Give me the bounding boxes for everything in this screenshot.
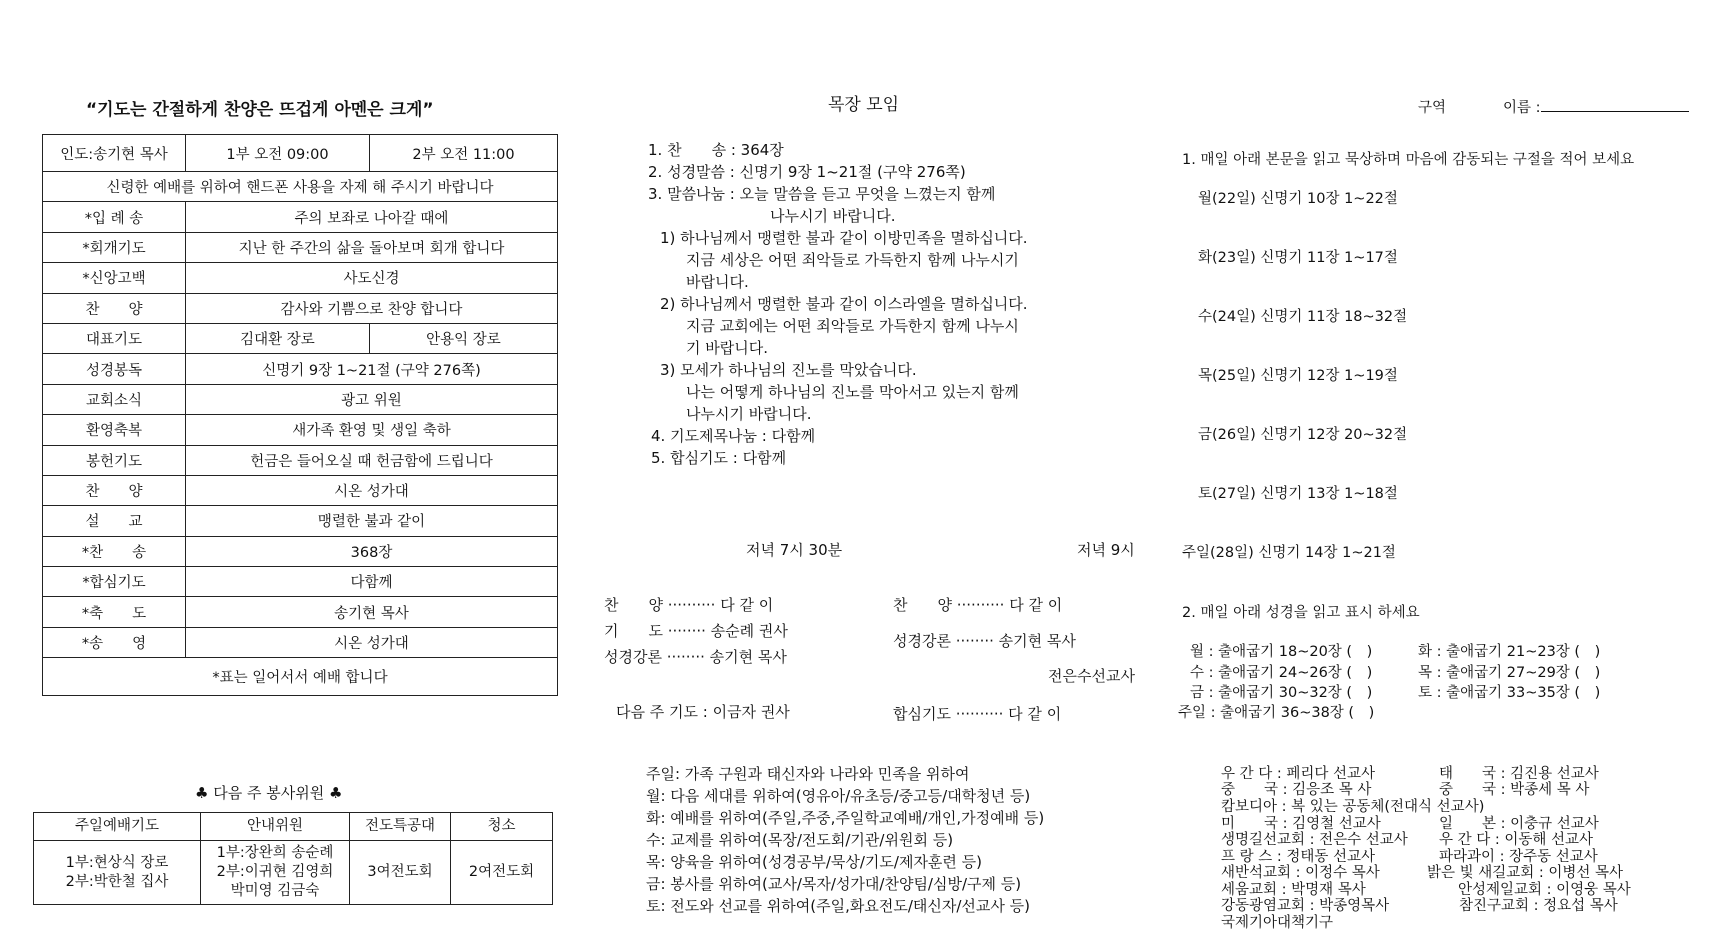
meeting-item: 2. 성경말씀 : 신명기 9장 1~21절 (구약 276쪽) [648,163,966,181]
order-label: *회개기도 [43,232,186,262]
order-label: *신앙고백 [43,263,186,293]
order-value: 주의 보좌로 나아갈 때에 [186,202,558,232]
eve1-line: 성경강론 ········ 송기현 목사 [604,648,787,666]
mission-entry: 일 본 : 이충규 선교사 [1439,816,1599,832]
order-label: 성경봉독 [43,354,186,384]
duty-guide-line: 2부:이귀현 김영희 [216,864,334,880]
mission-entry: 생명길선교회 : 전은수 선교사 [1221,832,1408,848]
meeting-item: 4. 기도제목나눔 : 다함께 [651,427,816,445]
daily-reading: 금(26일) 신명기 12장 20~32절 [1198,427,1408,443]
duty-header: 청소 [451,813,553,841]
next-week-duty-title: ♣ 다음 주 봉사위원 ♣ [195,784,343,802]
duty-header: 안내위원 [201,813,350,841]
prayer-topic: 월: 다음 세대를 위하여(영유아/유초등/중고등/대학청년 등) [646,787,1031,805]
order-value: 감사와 기쁨으로 찬양 합니다 [186,293,558,323]
meeting-item: 2) 하나님께서 맹렬한 불과 같이 이스라엘을 멸하십니다. [660,295,1028,313]
name-blank-line [1541,111,1689,112]
prayer-topic: 화: 예배를 위하여(주일,주중,주일학교예배/개인,가정예배 등) [646,809,1045,827]
mission-entry: 캄보디아 : 복 있는 공동체(전대식 선교사) [1221,799,1485,815]
meeting-item: 지금 세상은 어떤 죄악들로 가득한지 함께 나누시기 [686,251,1019,269]
meeting-item: 1) 하나님께서 맹렬한 불과 같이 이방민족을 멸하십니다. [660,229,1028,247]
order-label: *찬 송 [43,536,186,566]
order-label: 환영축복 [43,415,186,445]
duty-table [33,812,553,905]
prayer-topic: 토: 전도와 선교를 위하여(주일,화요전도/태신자/선교사 등) [646,897,1030,915]
mission-entry: 프 랑 스 : 정태동 선교사 [1221,849,1375,865]
order-value: 시온 성가대 [186,475,558,505]
standing-note: *표는 일어서서 예배 합니다 [43,658,558,696]
reading-instruction: 1. 매일 아래 본문을 읽고 묵상하며 마음에 감동되는 구절을 적어 보세요 [1182,152,1635,168]
order-value: 지난 한 주간의 삶을 돌아보며 회개 합니다 [186,232,558,262]
eve1-line: 기 도 ········ 송순례 권사 [604,622,788,640]
mission-entry: 강동광염교회 : 박종영목사 [1221,898,1390,914]
duty-prayer-line: 1부:현상식 장로 [65,854,169,871]
prayer-topic: 목: 양육을 위하여(성경공부/묵상/기도/제자훈련 등) [646,853,983,871]
worship-order-table [42,134,558,696]
order-value: 광고 위원 [186,384,558,414]
meeting-item: 나는 어떻게 하나님의 진노를 막아서고 있는지 함께 [686,383,1019,401]
eve2-line: 합심기도 ·········· 다 같 이 [893,705,1062,723]
prayer-topic: 금: 봉사를 위하여(교사/목자/성가대/찬양팀/심방/구제 등) [646,875,1022,893]
mission-entry: 우 간 다 : 이동해 선교사 [1439,832,1593,848]
duty-clean-cell: 2여전도회 [451,841,553,905]
daily-reading: 주일(28일) 신명기 14장 1~21절 [1182,545,1396,561]
duty-guide-line: 박미영 김금숙 [230,883,320,899]
meeting-item: 5. 합심기도 : 다함께 [651,449,787,467]
prayer-topic: 수: 교제를 위하여(목장/전도회/기관/위원회 등) [646,831,954,849]
order-label: *축 도 [43,597,186,627]
eve2-line: 찬 양 ·········· 다 같 이 [893,596,1063,614]
order-label: 설 교 [43,506,186,536]
duty-header: 주일예배기도 [34,813,201,841]
mission-entry: 밝은 빛 새길교회 : 이병선 목사 [1427,865,1624,881]
duty-prayer-cell [34,841,201,905]
duty-prayer-line: 2부:박한철 집사 [65,873,169,890]
meeting-item: 1. 찬 송 : 364장 [648,141,784,159]
next-week-prayer: 다음 주 기도 : 이금자 권사 [616,703,790,721]
phone-notice: 신령한 예배를 위하여 핸드폰 사용을 자제 해 주시기 바랍니다 [43,172,558,202]
mission-entry: 국제기아대책기구 [1221,915,1334,931]
meeting-item: 지금 교회에는 어떤 죄악들로 가득한지 함께 나누시 [686,317,1019,335]
order-value: 맹렬한 불과 같이 [186,506,558,536]
mission-entry: 새반석교회 : 이정수 목사 [1221,865,1380,881]
bible-check-item: 월 : 출애굽기 18~20장 ( ) [1190,644,1373,660]
order-value: 헌금은 들어오실 때 헌금함에 드립니다 [186,445,558,475]
meeting-item: 기 바랍니다. [686,339,768,357]
bible-check-item: 화 : 출애굽기 21~23장 ( ) [1418,644,1601,660]
evening-730-title: 저녁 7시 30분 [746,541,843,559]
eve1-line: 찬 양 ·········· 다 같 이 [604,596,774,614]
order-value: 다함께 [186,567,558,597]
order-label: *합심기도 [43,567,186,597]
order-value: 김대환 장로 [186,323,370,353]
motto: “기도는 간절하게 찬양은 뜨겁게 아멘은 크게” [86,100,434,120]
order-label: 봉헌기도 [43,445,186,475]
bible-check-item: 토 : 출애굽기 33~35장 ( ) [1418,685,1601,701]
bible-check-item: 수 : 출애굽기 24~26장 ( ) [1190,665,1373,681]
order-value: 368장 [186,536,558,566]
daily-reading: 월(22일) 신명기 10장 1~22절 [1198,191,1398,207]
mission-entry: 파라과이 : 장주동 선교사 [1439,849,1598,865]
order-value: 송기현 목사 [186,597,558,627]
daily-reading: 목(25일) 신명기 12장 1~19절 [1198,368,1398,384]
duty-guide-cell [201,841,350,905]
mission-entry: 안성제일교회 : 이영웅 목사 [1458,882,1631,898]
duty-evangel-cell: 3여전도회 [350,841,451,905]
eve2-line: 성경강론 ········ 송기현 목사 [893,632,1076,650]
order-value-2: 안용익 장로 [370,323,558,353]
mission-entry: 세움교회 : 박명재 목사 [1221,882,1366,898]
order-label: 찬 양 [43,475,186,505]
bible-check-item: 금 : 출애굽기 30~32장 ( ) [1190,685,1373,701]
order-label: 교회소식 [43,384,186,414]
cell-meeting-title: 목장 모임 [828,95,900,115]
meeting-item: 나누시기 바랍니다. [686,405,812,423]
order-label: *송 영 [43,627,186,657]
region-label: 구역 [1418,100,1447,116]
order-value: 사도신경 [186,263,558,293]
mission-entry: 참진구교회 : 정요섭 목사 [1459,898,1618,914]
meeting-item: 바랍니다. [686,273,749,291]
leader-cell: 인도:송기현 목사 [43,135,186,172]
duty-guide-line: 1부:장완희 송순례 [216,845,334,861]
service1-time: 1부 오전 09:00 [186,135,370,172]
name-label-text: 이름 : [1503,100,1541,116]
daily-reading: 화(23일) 신명기 11장 1~17절 [1198,250,1398,266]
daily-reading: 수(24일) 신명기 11장 18~32절 [1198,309,1408,325]
order-label: *입 례 송 [43,202,186,232]
mission-entry: 태 국 : 김진용 선교사 [1439,766,1599,782]
mission-entry: 미 국 : 김영철 선교사 [1221,816,1381,832]
order-value: 신명기 9장 1~21절 (구약 276쪽) [186,354,558,384]
mission-entry: 중 국 : 박종세 목 사 [1439,782,1590,798]
order-label: 대표기도 [43,323,186,353]
bible-check-item: 주일 : 출애굽기 36~38장 ( ) [1178,705,1375,721]
bible-check-item: 목 : 출애굽기 27~29장 ( ) [1418,665,1601,681]
order-value: 새가족 환영 및 생일 축하 [186,415,558,445]
meeting-item: 나누시기 바랍니다. [770,207,896,225]
eve2-line: 전은수선교사 [1048,667,1135,685]
order-value: 시온 성가대 [186,627,558,657]
prayer-topic: 주일: 가족 구원과 태신자와 나라와 민족을 위하여 [646,765,970,783]
daily-reading: 토(27일) 신명기 13장 1~18절 [1198,486,1398,502]
service2-time: 2부 오전 11:00 [370,135,558,172]
evening-9-title: 저녁 9시 [1077,541,1135,559]
meeting-item: 3) 모세가 하나님의 진노를 막았습니다. [660,361,917,379]
name-label [1503,96,1689,117]
mission-entry: 중 국 : 김응조 목 사 [1221,782,1372,798]
mission-entry: 우 간 다 : 페리다 선교사 [1221,766,1375,782]
order-label: 찬 양 [43,293,186,323]
bible-check-instruction: 2. 매일 아래 성경을 읽고 표시 하세요 [1182,605,1420,621]
duty-header: 전도특공대 [350,813,451,841]
meeting-item: 3. 말씀나눔 : 오늘 말씀을 듣고 무엇을 느꼈는지 함께 [648,185,996,203]
